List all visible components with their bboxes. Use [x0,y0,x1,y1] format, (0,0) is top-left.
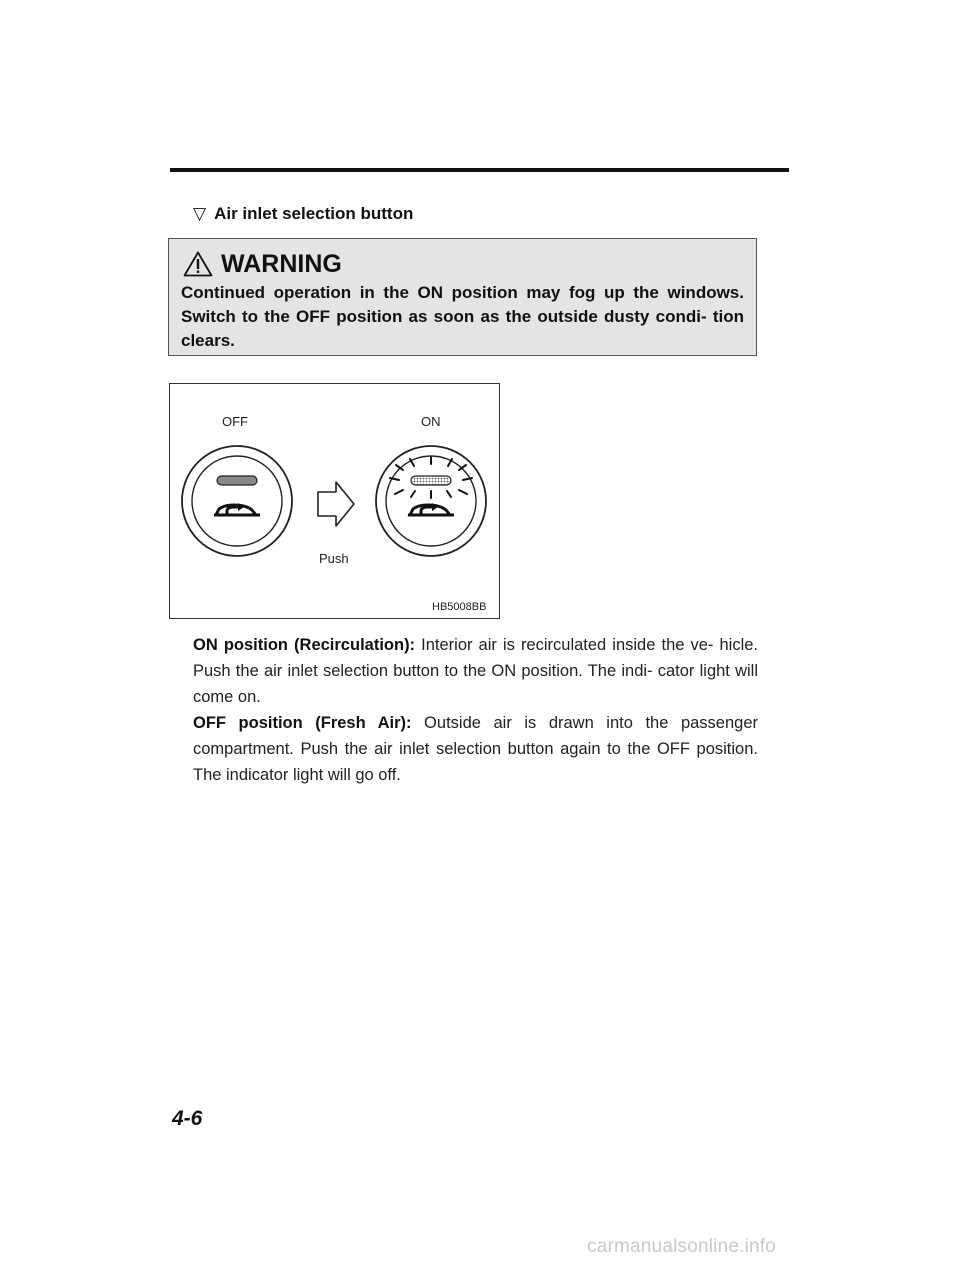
on-position-title: ON position (Recirculation): [193,636,416,654]
figure-illustration [170,384,501,620]
warning-title [183,249,744,279]
off-label: OFF [222,414,248,429]
off-position-paragraph [193,710,758,788]
on-position-paragraph [193,632,758,710]
off-position-title: OFF position (Fresh Air): [193,714,412,732]
section-heading [193,204,413,224]
figure-code: HB5008BB [432,601,487,613]
push-label: Push [319,551,349,566]
on-button-illustration [376,446,486,556]
warning-box [168,238,757,356]
watermark: carmanualsonline.info [587,1236,777,1257]
body-text [193,632,758,788]
section-heading-text: Air inlet selection button [214,204,414,223]
warning-title-text: WARNING [221,250,342,278]
off-position-text: Outside air is drawn into the passenger compartment. Push the air inlet selection button again to the OFF position. The indicator light will go off. [193,714,758,784]
off-button-illustration [182,446,292,556]
on-label: ON [421,414,441,429]
warning-triangle-icon [183,251,213,277]
figure-air-inlet-button [169,383,500,619]
triangle-marker-icon: ▽ [193,204,207,223]
warning-text: Continued operation in the ON position may fog up the windows. Switch to the OFF position as soon as the outside dusty condi- tion clears. [181,283,744,350]
top-rule [170,168,789,172]
on-position-text: Interior air is recirculated inside the ve- hicle. Push the air inlet selection button to the ON position. The indi- cator light will come on. [193,636,758,706]
push-arrow-icon [318,482,354,526]
page-number: 4-6 [172,1107,203,1130]
